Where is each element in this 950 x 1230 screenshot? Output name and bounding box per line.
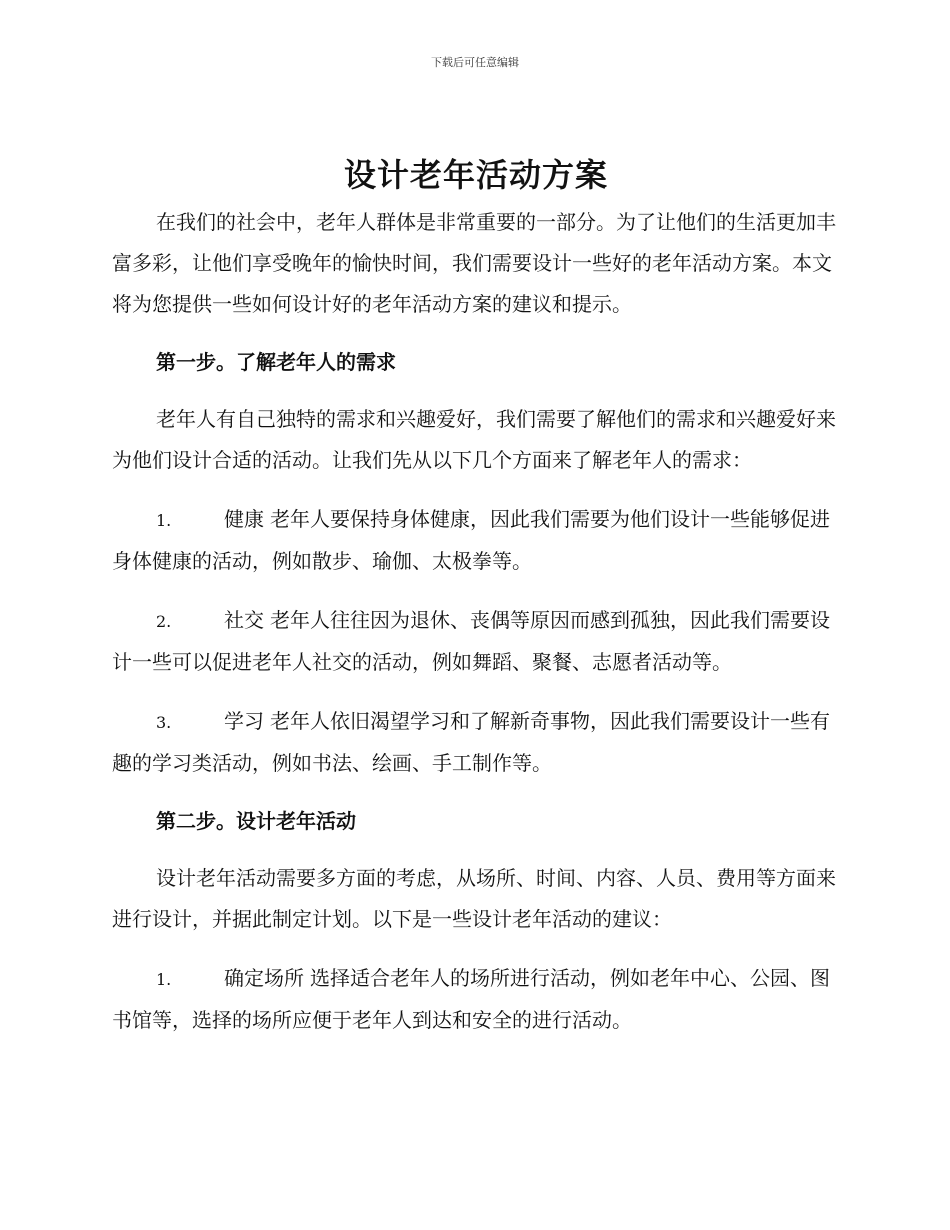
list-item — [112, 600, 840, 683]
list-item — [112, 958, 840, 1041]
list-text: 老年人依旧渴望学习和了解新奇事物，因此我们需要设计一些有趣的学习类活动，例如书法、绘画、手工制作等。 — [112, 709, 830, 775]
list-number: 3. — [156, 713, 172, 732]
list-number: 1. — [156, 970, 172, 989]
list-number: 2. — [156, 612, 172, 631]
step2-paragraph: 设计老年活动需要多方面的考虑，从场所、时间、内容、人员、费用等方面来进行设计，并据此制定计划。以下是一些设计老年活动的建议： — [112, 866, 836, 931]
step2-heading: 第二步。设计老年活动 — [156, 809, 356, 833]
list-keyword: 社交 — [224, 608, 264, 632]
list-text: 老年人要保持身体健康，因此我们需要为他们设计一些能够促进身体健康的活动，例如散步、瑜伽、太极拳等。 — [112, 507, 830, 573]
intro-paragraph: 在我们的社会中，老年人群体是非常重要的一部分。为了让他们的生活更加丰富多彩，让他们享受晚年的愉快时间，我们需要设计一些好的老年活动方案。本文将为您提供一些如何设计好的老年活动方案的建议和提示。 — [112, 210, 836, 316]
document-title: 设计老年活动方案 — [343, 156, 608, 194]
list-item — [112, 701, 840, 784]
page-header-note: 下载后可任意编辑 — [431, 56, 519, 69]
step1-heading: 第一步。了解老年人的需求 — [156, 350, 396, 374]
list-keyword: 学习 — [224, 709, 264, 733]
list-item — [112, 499, 840, 582]
list-text: 选择适合老年人的场所进行活动，例如老年中心、公园、图书馆等，选择的场所应便于老年人到达和安全的进行活动。 — [112, 966, 830, 1032]
list-text: 老年人往往因为退休、丧偶等原因而感到孤独，因此我们需要设计一些可以促进老年人社交的活动，例如舞蹈、聚餐、志愿者活动等。 — [112, 608, 830, 674]
step1-paragraph: 老年人有自己独特的需求和兴趣爱好，我们需要了解他们的需求和兴趣爱好来为他们设计合适的活动。让我们先从以下几个方面来了解老年人的需求： — [112, 407, 836, 472]
list-keyword: 健康 — [224, 507, 264, 531]
list-number: 1. — [156, 511, 172, 530]
document-body — [112, 148, 840, 1059]
list-keyword: 确定场所 — [224, 966, 304, 990]
